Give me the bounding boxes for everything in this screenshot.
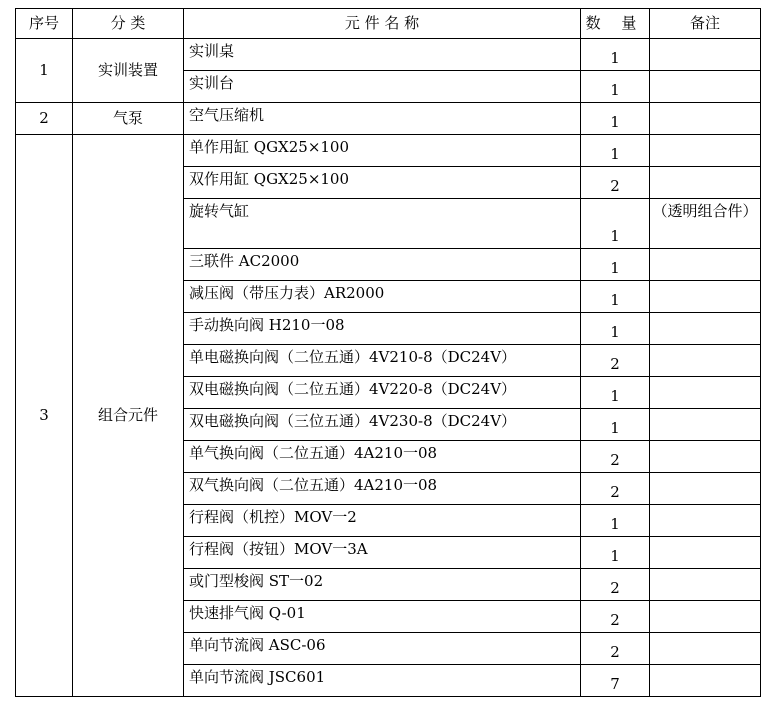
cell-qty: 1 xyxy=(581,249,650,281)
cell-no: 2 xyxy=(16,103,73,135)
cell-note xyxy=(650,249,761,281)
cell-category: 组合元件 xyxy=(73,135,184,697)
table-row xyxy=(16,103,761,135)
cell-qty: 1 xyxy=(581,281,650,313)
cell-no: 1 xyxy=(16,39,73,103)
cell-qty: 1 xyxy=(581,103,650,135)
table-row xyxy=(16,39,761,71)
cell-name: 行程阀（机控）MOV一2 xyxy=(184,505,581,537)
cell-name: 双气换向阀（二位五通）4A210一08 xyxy=(184,473,581,505)
cell-qty: 1 xyxy=(581,71,650,103)
cell-note xyxy=(650,633,761,665)
cell-name: 行程阀（按钮）MOV一3A xyxy=(184,537,581,569)
cell-note xyxy=(650,473,761,505)
cell-note xyxy=(650,135,761,167)
cell-name: 单向节流阀 ASC-06 xyxy=(184,633,581,665)
cell-name: 手动换向阀 H210一08 xyxy=(184,313,581,345)
cell-name: 三联件 AC2000 xyxy=(184,249,581,281)
cell-name: 双作用缸 QGX25×100 xyxy=(184,167,581,199)
cell-name: 旋转气缸 xyxy=(184,199,581,249)
cell-name: 或门型梭阀 ST一02 xyxy=(184,569,581,601)
cell-qty: 2 xyxy=(581,633,650,665)
cell-qty: 2 xyxy=(581,569,650,601)
cell-category: 气泵 xyxy=(73,103,184,135)
cell-name: 双电磁换向阀（三位五通）4V230-8（DC24V） xyxy=(184,409,581,441)
cell-note xyxy=(650,441,761,473)
cell-note xyxy=(650,569,761,601)
header-no: 序号 xyxy=(16,9,73,39)
equipment-table xyxy=(15,8,761,697)
cell-name: 单电磁换向阀（二位五通）4V210-8（DC24V） xyxy=(184,345,581,377)
cell-qty: 2 xyxy=(581,473,650,505)
cell-name: 快速排气阀 Q-01 xyxy=(184,601,581,633)
cell-name: 空气压缩机 xyxy=(184,103,581,135)
cell-qty: 1 xyxy=(581,313,650,345)
cell-qty: 1 xyxy=(581,409,650,441)
table-row xyxy=(16,135,761,167)
cell-note xyxy=(650,601,761,633)
cell-note xyxy=(650,103,761,135)
header-qty: 数 量 xyxy=(581,9,650,39)
cell-name: 实训桌 xyxy=(184,39,581,71)
cell-note: （透明组合件） xyxy=(650,199,761,249)
table-body xyxy=(16,39,761,697)
cell-note xyxy=(650,377,761,409)
header-name: 元 件 名 称 xyxy=(184,9,581,39)
cell-qty: 2 xyxy=(581,441,650,473)
cell-name: 单作用缸 QGX25×100 xyxy=(184,135,581,167)
cell-qty: 7 xyxy=(581,665,650,697)
cell-note xyxy=(650,313,761,345)
cell-note xyxy=(650,39,761,71)
cell-note xyxy=(650,71,761,103)
cell-note xyxy=(650,505,761,537)
cell-qty: 1 xyxy=(581,39,650,71)
cell-qty: 1 xyxy=(581,505,650,537)
cell-note xyxy=(650,167,761,199)
cell-category: 实训装置 xyxy=(73,39,184,103)
header-row xyxy=(16,9,761,39)
cell-no: 3 xyxy=(16,135,73,697)
cell-name: 单向节流阀 JSC601 xyxy=(184,665,581,697)
cell-qty: 1 xyxy=(581,377,650,409)
cell-name: 双电磁换向阀（二位五通）4V220-8（DC24V） xyxy=(184,377,581,409)
cell-name: 实训台 xyxy=(184,71,581,103)
cell-note xyxy=(650,537,761,569)
header-note: 备注 xyxy=(650,9,761,39)
cell-qty: 2 xyxy=(581,601,650,633)
cell-note xyxy=(650,345,761,377)
cell-note xyxy=(650,281,761,313)
cell-qty: 2 xyxy=(581,345,650,377)
cell-qty: 1 xyxy=(581,537,650,569)
cell-name: 减压阀（带压力表）AR2000 xyxy=(184,281,581,313)
cell-qty: 1 xyxy=(581,199,650,249)
cell-note xyxy=(650,665,761,697)
cell-qty: 2 xyxy=(581,167,650,199)
cell-note xyxy=(650,409,761,441)
cell-qty: 1 xyxy=(581,135,650,167)
header-category: 分 类 xyxy=(73,9,184,39)
cell-name: 单气换向阀（二位五通）4A210一08 xyxy=(184,441,581,473)
